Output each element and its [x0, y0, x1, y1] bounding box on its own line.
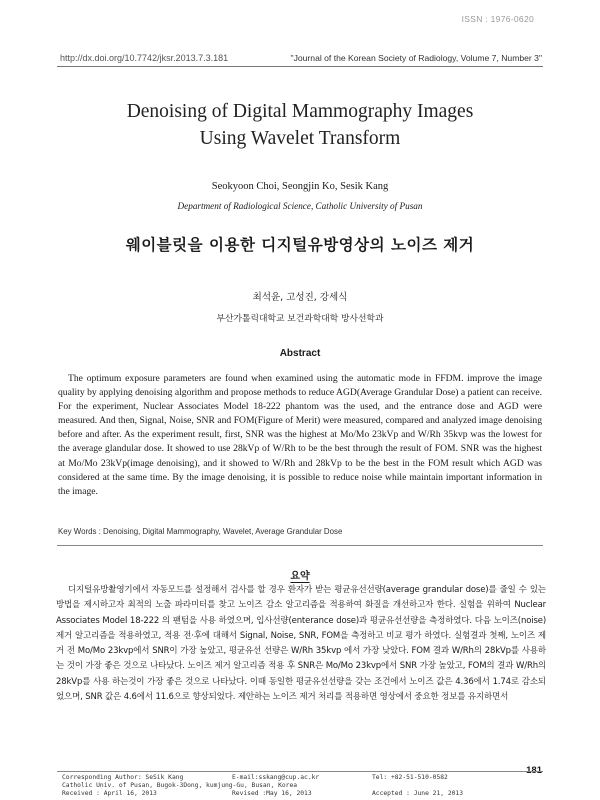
accepted-date: Accepted : June 21, 2013 — [372, 790, 463, 797]
telephone: Tel: +82-51-510-0582 — [372, 774, 448, 781]
korean-summary-body: 디지털유방촬영기에서 자동모드를 설정해서 검사를 할 경우 환자가 받는 평균유선선량(average grandular dose)를 줄일 수 있는 방법을 제시하고자 최적의 노출 파라미터를 찾고 노이즈 감소 알고리즘을 적용하여 화질을 개선하고자 한다. 실험을 위하여 Nuclear Associates Model 18-222 의 팬텀을 사용 하였으며, 입사선량(enterance dose)과 평균유선선량을 측정하였다. 다음 노이즈(noise) 제거 알고리즘을 적용하였고, 적용 전·후에 대해서 Signal, Noise, SNR, FOM을 측정하고 비교 평가 하였다. 실험결과 첫째, 노이즈 제거 전 Mo/Mo 23kvp에서 SNR이 가장 높았고, 평균유선 선량은 W/Rh 35kvp 에서 가장 낮았다. FOM 결과 W/Rh의 28kVp를 사용하는 것이 가장 좋은 것으로 나타났다. 노이즈 제거 알고리즘 적용 후 SNR은 Mo/Mo 23kvp에서 SNR 가장 높았고, FOM의 결과 W/Rh의 28kVp를 사용 하는것이 가장 좋은 것으로 나타났다. 이때 동일한 평균유선선량을 갖는 조건에서 노이즈 값은 4.36에서 1.74로 감소되었으며, SNR 값은 4.6에서 11.6으로 향상되었다. 제안하는 노이즈 제거 처리를 적용하면 영상에서 중요한 정보를 유지하면서 — [56, 585, 546, 703]
department: Department of Radiological Science, Catholic University of Pusan — [177, 201, 423, 211]
journal-citation: "Journal of the Korean Society of Radiology, Volume 7, Number 3" — [290, 53, 542, 63]
korean-summary-heading — [0, 567, 600, 582]
korean-title: 웨이블릿을 이용한 디지털유방영상의 노이즈 제거 — [125, 235, 475, 254]
header-divider — [57, 66, 543, 67]
korean-author-list: 최석윤, 고성진, 강세식 — [252, 292, 348, 303]
korean-summary-heading-text: 요약 — [290, 571, 310, 582]
author-list: Seokyoon Choi, Seongjin Ko, Sesik Kang — [211, 181, 389, 192]
corresponding-author: Corresponding Author: SeSik Kang — [62, 774, 184, 781]
issn-number: ISSN : 1976-0620 — [461, 14, 534, 24]
abstract-heading: Abstract — [279, 348, 321, 359]
paper-title — [0, 98, 600, 152]
keywords: Key Words : Denoising, Digital Mammography, Wavelet, Average Grandular Dose — [58, 527, 343, 536]
paper-title-line-1: Denoising of Digital Mammography Images — [126, 101, 474, 122]
paper-title-line-2: Using Wavelet Transform — [199, 128, 401, 149]
doi-link[interactable]: http://dx.doi.org/10.7742/jksr.2013.7.3.181 — [60, 53, 229, 63]
correspondence-box — [57, 771, 543, 800]
section-divider — [57, 545, 543, 546]
email-address[interactable]: E-mail:sskang@cup.ac.kr — [232, 774, 320, 781]
korean-department: 부산가톨릭대학교 보건과학대학 방사선학과 — [216, 314, 384, 324]
revised-date: Revised :May 16, 2013 — [232, 790, 312, 797]
abstract-body: The optimum exposure parameters are found when examined using the automatic mode in FFDM. improve the image quality by applying denoising algorithm and propose methods to reduce AGD(Average Grandular Dose) a patient can receive. For the experiment, Nuclear Associates Model 18-222 phantom was the used, and the entrance dose and AGD were measured. And then, Signal, Noise, SNR and FOM(Figure of Merit) were measured, compared and analyzed image denoising before and after. As the experiment result, first, SNR was the highest at Mo/Mo 23kVp and W/Rh 35kvp was the lowest for the average glandular dose. It showed to use 28kVp of W/Rh to be the best through the result of FOM. SNR was the highest at Mo/Mo 23kVp(image denoising), and it showed to W/Rh and 28kVp to be the best in the FOM result which AGD was considered at the same time. By the image denoising, it is possible to reduce noise while maintain important information in the image. — [58, 373, 542, 497]
page-number: 181 — [526, 765, 542, 776]
affiliation-address: Catholic Univ. of Pusan, Bugok-3Dong, kumjung-Gu, Busan, Korea — [62, 782, 298, 789]
received-date: Received : April 16, 2013 — [62, 790, 157, 797]
